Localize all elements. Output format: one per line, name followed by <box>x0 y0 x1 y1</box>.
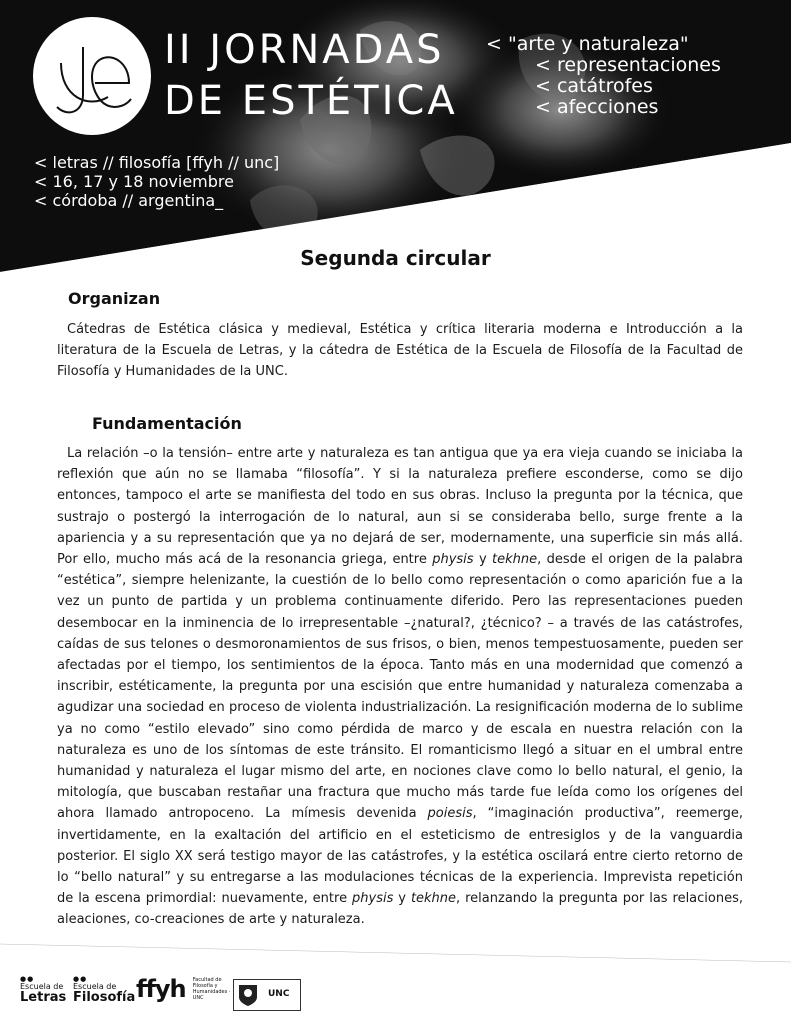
text-run: y <box>393 891 411 907</box>
section-heading-fundamentacion: Fundamentación <box>92 414 242 433</box>
event-title-line-2: DE ESTÉTICA <box>164 78 458 124</box>
topic-item: < representaciones <box>535 54 721 76</box>
event-organizers: < letras // filosofía [ffyh // unc] <box>34 153 280 172</box>
escuela-letras-logo <box>20 976 66 1005</box>
dots-icon: ●● <box>20 975 35 983</box>
text-run: La relación –o la tensión– entre arte y naturaleza es tan antigua que ya era vieja cuando se iniciaba la reflexión que aún no se llamaba “filosofía”. Y si la naturaleza prefiere esconderse, como se dijo entonces, tampoco el arte se manifiesta del todo en sus obras. Incluso la pregunta por la técnica, que sustrajo o postergó la interrogación de lo natural, aun si se consideraba bello, surge frente a la apariencia y a su representación que ya no dejará de ser, modernamente, una superficie sin más allá. Por ello, mucho más acá de la resonancia griega, entre <box>57 446 743 568</box>
text-run: , desde el origen de la palabra “estética”, siempre helenizante, la cuestión de lo bello como representación o como aparición fue a la vez un punto de partida y un problema continuamente diferido. Pero las representaciones pueden desembocar en la inminencia de lo irrepresentable –¿natural?, ¿técnico? – a través de las catástrofes, caídas de sus telones o desmoronamientos de sus frisos, o bien, menos tempestuosamente, pueden ser afectadas por el tiempo, los sentimientos de la época. Tanto más en una modernidad que comenzó a inscribir, estéticamente, la pregunta por una escisión que entre humanidad y naturaleza comenzaba a agudizar una sociedad en proceso de violenta industrialización. La resignificación moderna de lo sublime ya no como “estilo elevado” sino como pérdida de marco y de escala en nuestra relación con la naturaleza es uno de los síntomas de este tránsito. El romanticismo llegó a situar en el umbral entre humanidad y naturaleza el lugar mismo del arte, en nociones clave como lo bello natural, el genio, la mitología, que buscaban restañar una fractura que mucho más tarde fue leída como los orígenes del ahora llamado antropoceno. La mímesis devenida <box>57 552 743 822</box>
footer <box>0 940 791 1024</box>
italic-term: tekhne <box>492 552 538 568</box>
logo-small-text: Escuela de <box>73 982 117 991</box>
ffyh-logo <box>136 976 243 1002</box>
university-seal-icon <box>237 983 259 1007</box>
ffyh-logo-caption: Facultad de Filosofía y Humanidades · UNC <box>192 977 231 1001</box>
italic-term: tekhne <box>410 891 457 907</box>
event-logo <box>33 17 151 135</box>
italic-term: poiesis <box>427 806 473 822</box>
topic-item: < catátrofes <box>535 75 653 97</box>
italic-term: physis <box>352 891 394 907</box>
text-run: , “imaginación productiva”, reemerge, invertidamente, en la exaltación del artificio en el esteticismo de entresiglos y de la vanguardia posterior. El siglo XX será testigo mayor de las catástrofes, y la estética oscilará entre cierto retorno de lo “bello natural” y su entregarse a las modulaciones técnicas de la experiencia. Imprevista repetición de la escena primordial: nuevamente, entre <box>57 806 743 907</box>
escuela-filosofia-logo <box>73 976 135 1005</box>
header-banner <box>0 0 791 272</box>
topics-list <box>486 34 721 118</box>
organizan-paragraph: Cátedras de Estética clásica y medieval, Estética y crítica literaria moderna e Introducción a la literatura de la Escuela de Letras, y la cátedra de Estética de la Escuela de Filosofía de la Facultad de Filosofía y Humanidades de la UNC. <box>57 322 743 380</box>
event-location: < córdoba // argentina_ <box>34 191 224 210</box>
text-run: , relanzando la pregunta por las relaciones, aleaciones, co-creaciones de arte y naturaleza. <box>57 891 743 928</box>
unc-logo-text: UNC <box>268 989 290 999</box>
je-monogram-icon <box>33 17 151 135</box>
document-title: Segunda circular <box>300 246 491 270</box>
logo-big-text: Letras <box>20 990 67 1005</box>
text-run: y <box>473 552 493 568</box>
event-info <box>34 153 279 210</box>
italic-term: physis <box>432 552 474 568</box>
dots-icon: ●● <box>73 975 88 983</box>
fundamentacion-paragraph <box>57 443 743 931</box>
unc-logo <box>233 979 301 1011</box>
event-title-line-1: II JORNADAS <box>164 27 445 73</box>
ffyh-logo-text: ffyh <box>136 975 186 1003</box>
topic-item: < "arte y naturaleza" <box>486 33 689 55</box>
section-heading-organizan: Organizan <box>68 289 161 308</box>
footer-divider <box>0 940 791 970</box>
logo-small-text: Escuela de <box>20 982 64 991</box>
topic-item: < afecciones <box>535 96 659 118</box>
event-dates: < 16, 17 y 18 noviembre <box>34 172 234 191</box>
logo-big-text: Filosofía <box>73 990 136 1005</box>
